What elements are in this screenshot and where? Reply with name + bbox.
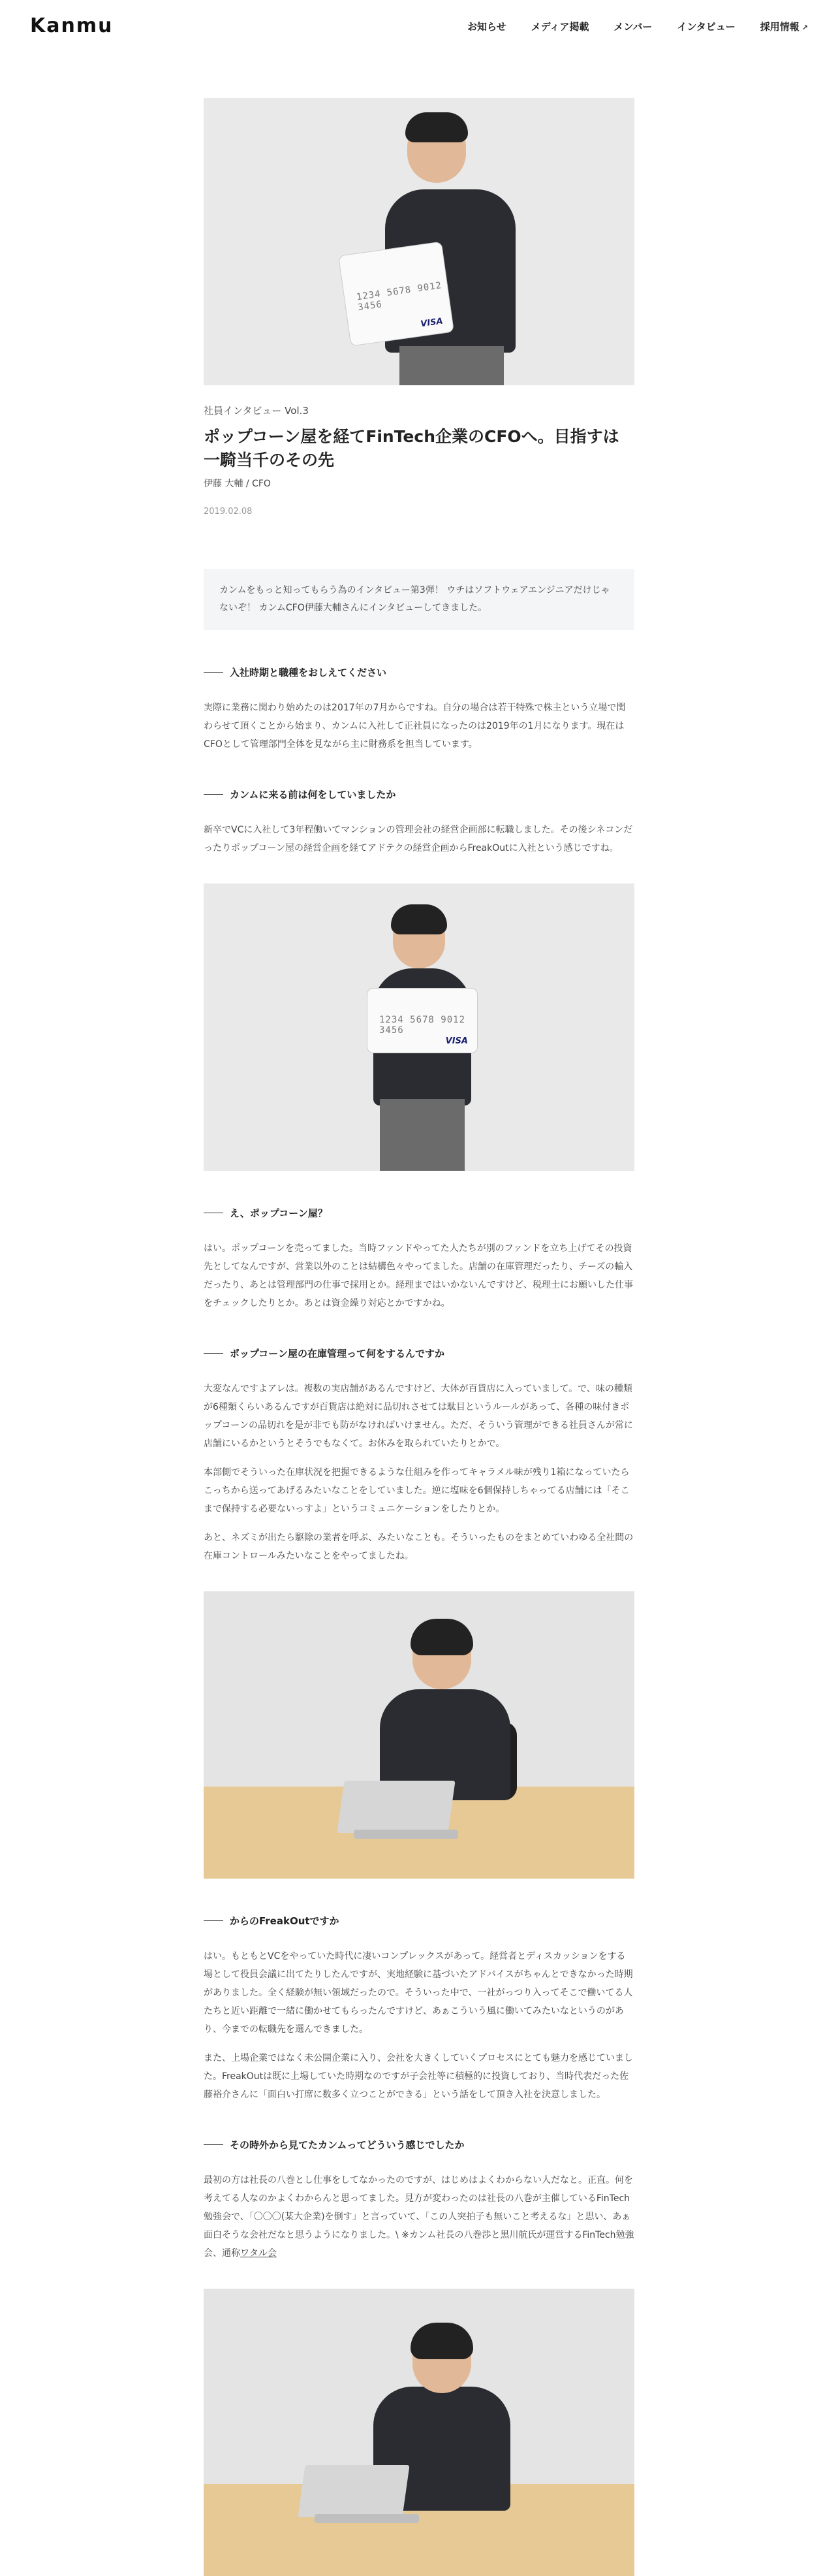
- answer-paragraph: 本部側でそういった在庫状況を把握できるような仕組みを作ってキャラメル味が残り1箱になっていたらこっちから送ってあげるみたいなことをしていました。逆に塩味を6個保持しちゃってる店舗には「そこまで保持する必要ないっすよ」というコミュニケーションをしたりとか。: [204, 1467, 630, 1515]
- photo-person-hair: [411, 1619, 473, 1655]
- answer-paragraph: 大変なんですよアレは。複数の実店舗があるんですけど、大体が百貨店に入っていまして。で、味の種類が6種類くらいあるんですが百貨店は絶対に品切れさせては駄目というルールがあって、各種の味付きポップコーンの品切れを是が非でも防がなければいけません。ただ、そういう管理ができる社員さんが常に店舗にいるかというとそうでもなくて。お休みを取られていたりとかで。: [204, 1384, 633, 1450]
- article: [204, 98, 634, 2576]
- hero-photo: [204, 98, 634, 385]
- nav-members[interactable]: メンバー: [613, 21, 653, 33]
- nav-recruit[interactable]: [760, 20, 808, 33]
- card-brand: VISA: [420, 316, 444, 330]
- answer-paragraph: はい。もともとVCをやっていた時代に凄いコンプレックスがあって。経営者とディスカッションをする場として役員会議に出てたりしたんですが、実地経験に基づいたアドバイスがちゃんとできなかった時期がありました。全く経験が無い領域だったので。そういった中で、一社がっつり入ってそこで働いてる人たちと近い距離で一緒に働かせてもらったんですけど、あぁこういう風に働いてみたいなというのがあり、今までの転職先を選んできました。: [204, 1951, 633, 2035]
- nav-recruit-label: 採用情報: [760, 21, 799, 33]
- article-date: 2019.02.08: [204, 506, 253, 517]
- card-holding-photo: [204, 883, 634, 1171]
- heading-dash: [204, 1920, 223, 1921]
- watarukai-link[interactable]: ワタル会: [240, 2248, 277, 2259]
- photo-person-legs: [380, 1099, 465, 1171]
- question-heading: [204, 787, 634, 801]
- card-number: 1234 5678 9012 3456: [356, 280, 443, 313]
- photo-person-hair: [411, 2323, 473, 2359]
- answer-paragraph: [204, 2171, 634, 2263]
- question-heading: [204, 1346, 634, 1360]
- photo-laptop-base: [354, 1830, 458, 1839]
- photo-person-legs: [399, 346, 504, 385]
- photo-person-hair: [405, 112, 468, 142]
- main-nav: [467, 20, 808, 33]
- article-title: ポップコーン屋を経てFinTech企業のCFOへ。目指すは一騎当千のその先: [204, 427, 619, 470]
- answer-paragraph: また、上場企業ではなく未公開企業に入り、会社を大きくしていくプロセスにとても魅力を感じていました。FreakOutは既に上場していた時期なのですが子会社等に積極的に投資しており、当時代表だった佐藤裕介さんに「面白い打席に数多く立つことができる」という話をして頂き入社を決意しました。: [204, 2053, 633, 2101]
- article-category: 社員インタビュー Vol.3: [204, 405, 309, 417]
- heading-dash: [204, 2144, 223, 2145]
- answer-paragraph: 新卒でVCに入社して3年程働いてマンションの管理会社の経営企画部に転職しました。その後シネコンだったりポップコーン屋の経営企画を経てアドテクの経営企画からFreakOutに入社という感じですね。: [204, 825, 633, 854]
- heading-dash: [204, 794, 223, 795]
- card-number: 1234 5678 9012 3456: [379, 1015, 466, 1036]
- question-heading: [204, 665, 634, 679]
- heading-dash: [204, 1353, 223, 1354]
- photo-laptop-base: [315, 2514, 419, 2523]
- photo-laptop-screen: [337, 1781, 455, 1833]
- question-heading-text: え、ポップコーン屋？: [230, 1207, 328, 1220]
- photo-laptop-screen: [298, 2465, 409, 2517]
- talking-photo: [204, 2289, 634, 2576]
- credit-card-image: [367, 988, 478, 1053]
- external-link-icon: ↗: [801, 24, 808, 32]
- photo-person-hair: [391, 904, 447, 934]
- nav-interview[interactable]: インタビュー: [677, 21, 736, 33]
- article-author: 伊藤 大輔 / CFO: [204, 478, 271, 489]
- question-heading-text: ポップコーン屋の在庫管理って何をするんですか: [230, 1348, 444, 1360]
- question-heading: [204, 1206, 634, 1220]
- answer-paragraph: はい。ポップコーンを売ってました。当時ファンドやってた人たちが別のファンドを立ち上げてその投資先としてなんですが、営業以外のことは結構色々やってました。店舗の在庫管理だったり、チーズの輸入だったり、あとは管理部門の仕事で採用とか。経理まではいかないんですけど、税理士にお願いした仕事をチェックしたりとか。あとは資金繰り対応とかですかね。: [204, 1243, 633, 1309]
- card-brand: VISA: [445, 1036, 468, 1047]
- question-heading-text: カンムに来る前は何をしていましたか: [230, 789, 396, 801]
- article-intro: カンムをもっと知ってもらう為のインタビュー第3弾！ ウチはソフトウェアエンジニアだけじゃないぞ！ カンムCFO伊藤大輔さんにインタビューしてきました。: [204, 569, 634, 631]
- site-header: [0, 0, 838, 52]
- desk-photo: [204, 1591, 634, 1879]
- question-heading-text: その時外から見てたカンムってどういう感じでしたか: [230, 2139, 465, 2152]
- question-heading: [204, 2138, 634, 2152]
- heading-dash: [204, 672, 223, 673]
- answer-text: 最初の方は社長の八巻とし仕事をしてなかったのですが、はじめはよくわからない人だなと。正直。何を考えてる人なのかよくわからんと思ってました。見方が変わったのは社長の八巻が主催しているFinTech勉強会で、「〇〇〇(某大企業)を倒す」と言っていて、「この人突拍子も無いこと考えるな」と思い、あぁ面白そうな会社だなと思うようになりました。\ ※カンム社長の八巻渉と黒川航氏が運営するFinTech勉強会、通称: [204, 2175, 634, 2259]
- nav-news[interactable]: お知らせ: [467, 21, 506, 33]
- kanmu-logo[interactable]: Kanmu: [30, 14, 114, 37]
- answer-paragraph: 実際に業務に関わり始めたのは2017年の7月からですね。自分の場合は若干特殊で株主という立場で関わらせて頂くことから始まり、カンムに入社して正社員になったのは2019年の1月になります。現在はCFOとして管理部門全体を見ながら主に財務系を担当しています。: [204, 703, 626, 750]
- question-heading-text: 入社時期と職種をおしえてください: [230, 667, 387, 679]
- question-heading-text: からのFreakOutですか: [230, 1915, 339, 1928]
- question-heading: [204, 1914, 634, 1928]
- credit-card-image: [338, 242, 454, 347]
- answer-paragraph: あと、ネズミが出たら駆除の業者を呼ぶ、みたいなことも。そういったものをまとめていわゆる全社間の在庫コントロールみたいなことをやってましたね。: [204, 1533, 634, 1562]
- nav-media[interactable]: メディア掲載: [531, 21, 589, 33]
